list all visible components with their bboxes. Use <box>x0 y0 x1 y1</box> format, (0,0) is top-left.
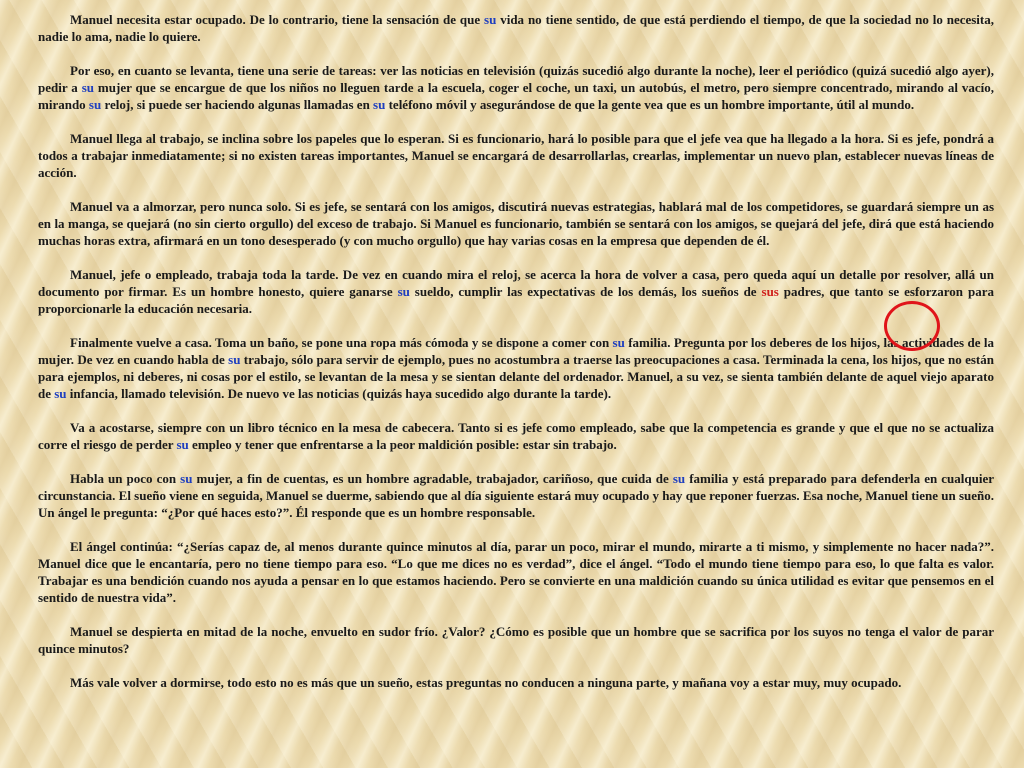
text-segment: sueldo, cumplir las expectativas de los demás, los sueños de <box>409 284 762 299</box>
text-segment: Más vale volver a dormirse, todo esto no es más que un sueño, estas preguntas no conducen a ninguna parte, y mañana voy a estar muy, muy ocupado. <box>70 675 902 690</box>
text-segment: Va a acostarse, siempre con un libro técnico en la mesa de cabecera. Tanto si es jefe como empleado, sabe que la competencia es grande y que el que no se actualiza corre el riesgo de perder <box>38 420 994 452</box>
highlight-su: su <box>397 284 410 299</box>
highlight-su: su <box>672 471 686 486</box>
paragraph-11 <box>38 674 994 691</box>
paragraph-6 <box>38 334 994 402</box>
text-segment: Manuel se despierta en mitad de la noche, envuelto en sudor frío. ¿Valor? ¿Cómo es posible que un hombre que se sacrifica por los suyos no tenga el valor de parar quince minutos? <box>38 624 994 656</box>
paragraph-2 <box>38 62 994 113</box>
highlight-sus-red: sus <box>761 284 779 299</box>
highlight-su: su <box>373 97 386 112</box>
text-segment: El ángel continúa: “¿Serías capaz de, al menos durante quince minutos al día, parar un poco, mirar el mundo, mirarte a ti mismo, y simplemente no hacer nada?”. Manuel dice que le encantaría, pero no tiene tiempo para eso. “Lo que me dices no es verdad”, dice el ángel. “Todo el mundo tiene tiempo para eso, lo que falta es valor. Trabajar es una bendición cuando nos ayuda a pensar en lo que estamos haciendo. Pero se convierte en una maldición cuando su única utilidad es evitar que pensemos en el sentido de nuestra vida”. <box>38 539 994 605</box>
text-segment: trabajo, sólo para servir de ejemplo, pues no acostumbra a traerse las preocupaciones a casa. Terminada la cena, los hijos, que no están para ejemplos, ni deberes, ni cosas por el estilo, se levantan de la mesa y se sientan delante del ordenador. Manuel, a su vez, se sienta también delante de aquel viejo aparato de <box>38 352 994 401</box>
text-segment: infancia, llamado televisión. De nuevo ve las noticias (quizás haya sucedido algo durante la tarde). <box>66 386 612 401</box>
text-segment: vida no tiene sentido, de que está perdiendo el tiempo, de que la sociedad no lo necesita, nadie lo ama, nadie lo quiere. <box>38 12 994 44</box>
text-segment: Por eso, en cuanto se levanta, tiene una serie de tareas: ver las noticias en televisión (quizás sucedió algo durante la noche), leer el periódico (quizá sucedió algo ayer), pedir a <box>38 63 994 95</box>
paragraph-9 <box>38 538 994 606</box>
highlight-su: su <box>54 386 67 401</box>
paragraph-7 <box>38 419 994 453</box>
text-segment: Finalmente vuelve a casa. Toma un baño, se pone una ropa más cómoda y se dispone a comer con <box>70 335 613 350</box>
paragraph-1 <box>38 11 994 45</box>
text-segment: mujer que se encargue de que los niños no lleguen tarde a la escuela, coger el coche, un taxi, un autobús, el metro, pero siempre concentrado, mirando al vacío, mirando <box>38 80 994 112</box>
highlight-su: su <box>484 12 497 27</box>
paragraph-10 <box>38 623 994 657</box>
paragraph-4 <box>38 198 994 249</box>
text-segment: Manuel va a almorzar, pero nunca solo. Si es jefe, se sentará con los amigos, discutirá nuevas estrategias, hablará mal de los competidores, se guardará siempre un as en la manga, se quejará (no sin cierto orgullo) del exceso de trabajo. Si Manuel es funcionario, también se sentará con los amigos, se quejará del jefe, dirá que está haciendo muchas horas extra, afirmará en un tono desesperado (y con mucho orgullo) que hay varias cosas en la empresa que dependen de él. <box>38 199 994 248</box>
highlight-su: su <box>176 437 189 452</box>
text-body <box>38 11 994 708</box>
text-segment: Manuel necesita estar ocupado. De lo contrario, tiene la sensación de que <box>70 12 485 27</box>
paragraph-3 <box>38 130 994 181</box>
text-segment: empleo y tener que enfrentarse a la peor maldición posible: estar sin trabajo. <box>188 437 617 452</box>
text-segment: Manuel, jefe o empleado, trabaja toda la tarde. De vez en cuando mira el reloj, se acerca la hora de volver a casa, pero queda aquí un detalle por resolver, allá un documento por firmar. Es un hombre honesto, quiere ganarse <box>38 267 994 299</box>
paragraph-8 <box>38 470 994 521</box>
text-segment: reloj, si puede ser haciendo algunas llamadas en <box>101 97 374 112</box>
text-segment: Manuel llega al trabajo, se inclina sobre los papeles que lo esperan. Si es funcionario, hará lo posible para que el jefe vea que ha llegado a la hora. Si es jefe, pondrá a todos a trabajar inmediatamente; si no existen tareas importantes, Manuel se encargará de desarrollarlas, crearlas, implementar un nuevo plan, establecer nuevas líneas de acción. <box>38 131 994 180</box>
highlight-su: su <box>81 80 95 95</box>
text-segment: familia y está preparado para defenderla en cualquier circunstancia. El sueño viene en seguida, Manuel se duerme, sabiendo que al día siguiente estará muy ocupado y hay que reponer fuerzas. Esa noche, Manuel tiene un sueño. Un ángel le pregunta: “¿Por qué haces esto?”. Él responde que es un hombre responsable. <box>38 471 994 520</box>
text-segment: padres, que tanto se esforzaron para proporcionarle la educación necesaria. <box>38 284 994 316</box>
text-segment: familia. Pregunta por los deberes de los hijos, las actividades de la mujer. De vez en cuando habla de <box>38 335 994 367</box>
text-segment: Habla un poco con <box>70 471 181 486</box>
text-segment: mujer, a fin de cuentas, es un hombre agradable, trabajador, cariñoso, que cuida de <box>192 471 673 486</box>
paragraph-5 <box>38 266 994 317</box>
highlight-su: su <box>180 471 193 486</box>
highlight-su: su <box>88 97 102 112</box>
highlight-su: su <box>228 352 241 367</box>
highlight-su: su <box>612 335 625 350</box>
text-segment: teléfono móvil y asegurándose de que la gente vea que es un hombre importante, útil al mundo. <box>385 97 915 112</box>
